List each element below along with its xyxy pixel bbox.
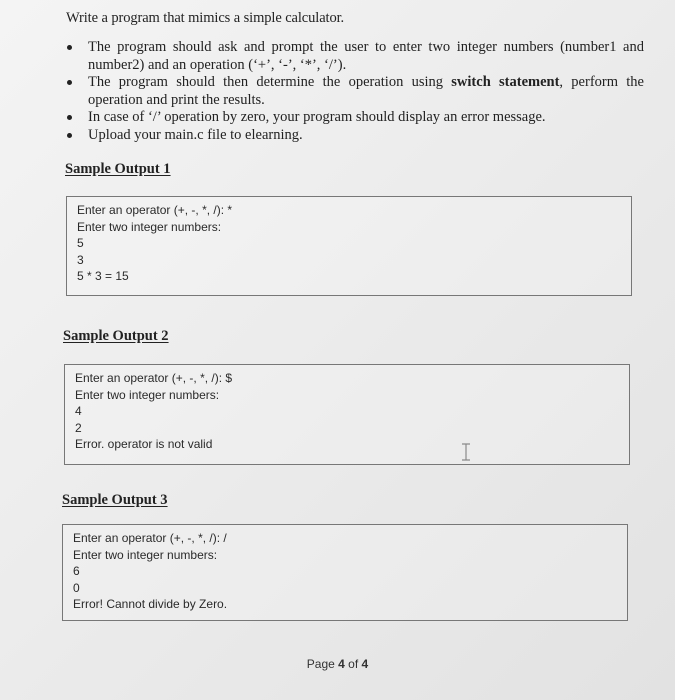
sample-output-3-box — [62, 524, 628, 621]
page-number: Page 4 of 4 — [306, 657, 369, 671]
list-item: The program should then determine the operation using switch statement, perform the operation and print the results. — [66, 74, 644, 109]
sample-output-1-box — [66, 196, 632, 296]
list-item: The program should ask and prompt the user to enter two integer numbers (number1 and number2) and an operation (‘+’, ‘-’, ‘*’, ‘/’). — [66, 39, 644, 74]
sample-output-2-heading: Sample Output 2 — [63, 328, 169, 344]
list-item: Upload your main.c file to elearning. — [66, 127, 644, 145]
output-line: Error! Cannot divide by Zero. — [73, 597, 228, 611]
sample-output-2-box — [64, 364, 630, 465]
output-line: Enter two integer numbers: — [73, 547, 218, 562]
output-line: 6 — [73, 564, 80, 578]
requirements-list — [66, 39, 644, 144]
output-line: 5 — [77, 236, 84, 250]
text-cursor-icon — [461, 443, 471, 461]
output-line: 3 — [77, 252, 84, 267]
output-line: Error. operator is not valid — [75, 437, 213, 451]
output-line: 5 * 3 = 15 — [77, 269, 129, 283]
output-line: Enter an operator (+, -, *, /): $ — [75, 371, 233, 385]
output-line: Enter an operator (+, -, *, /): * — [77, 203, 233, 217]
output-line: Enter two integer numbers: — [77, 219, 222, 234]
list-item: In case of ‘/’ operation by zero, your program should display an error message. — [66, 109, 644, 127]
intro-text: Write a program that mimics a simple calculator. — [66, 10, 345, 26]
sample-output-3-heading: Sample Output 3 — [62, 492, 168, 508]
output-line: Enter an operator (+, -, *, /): / — [73, 531, 227, 545]
output-line: 4 — [75, 404, 82, 418]
bold-term: switch statement — [451, 74, 560, 90]
sample-output-1-heading: Sample Output 1 — [65, 161, 171, 177]
output-line: 2 — [75, 420, 82, 435]
output-line: Enter two integer numbers: — [75, 387, 220, 402]
output-line: 0 — [73, 580, 80, 595]
